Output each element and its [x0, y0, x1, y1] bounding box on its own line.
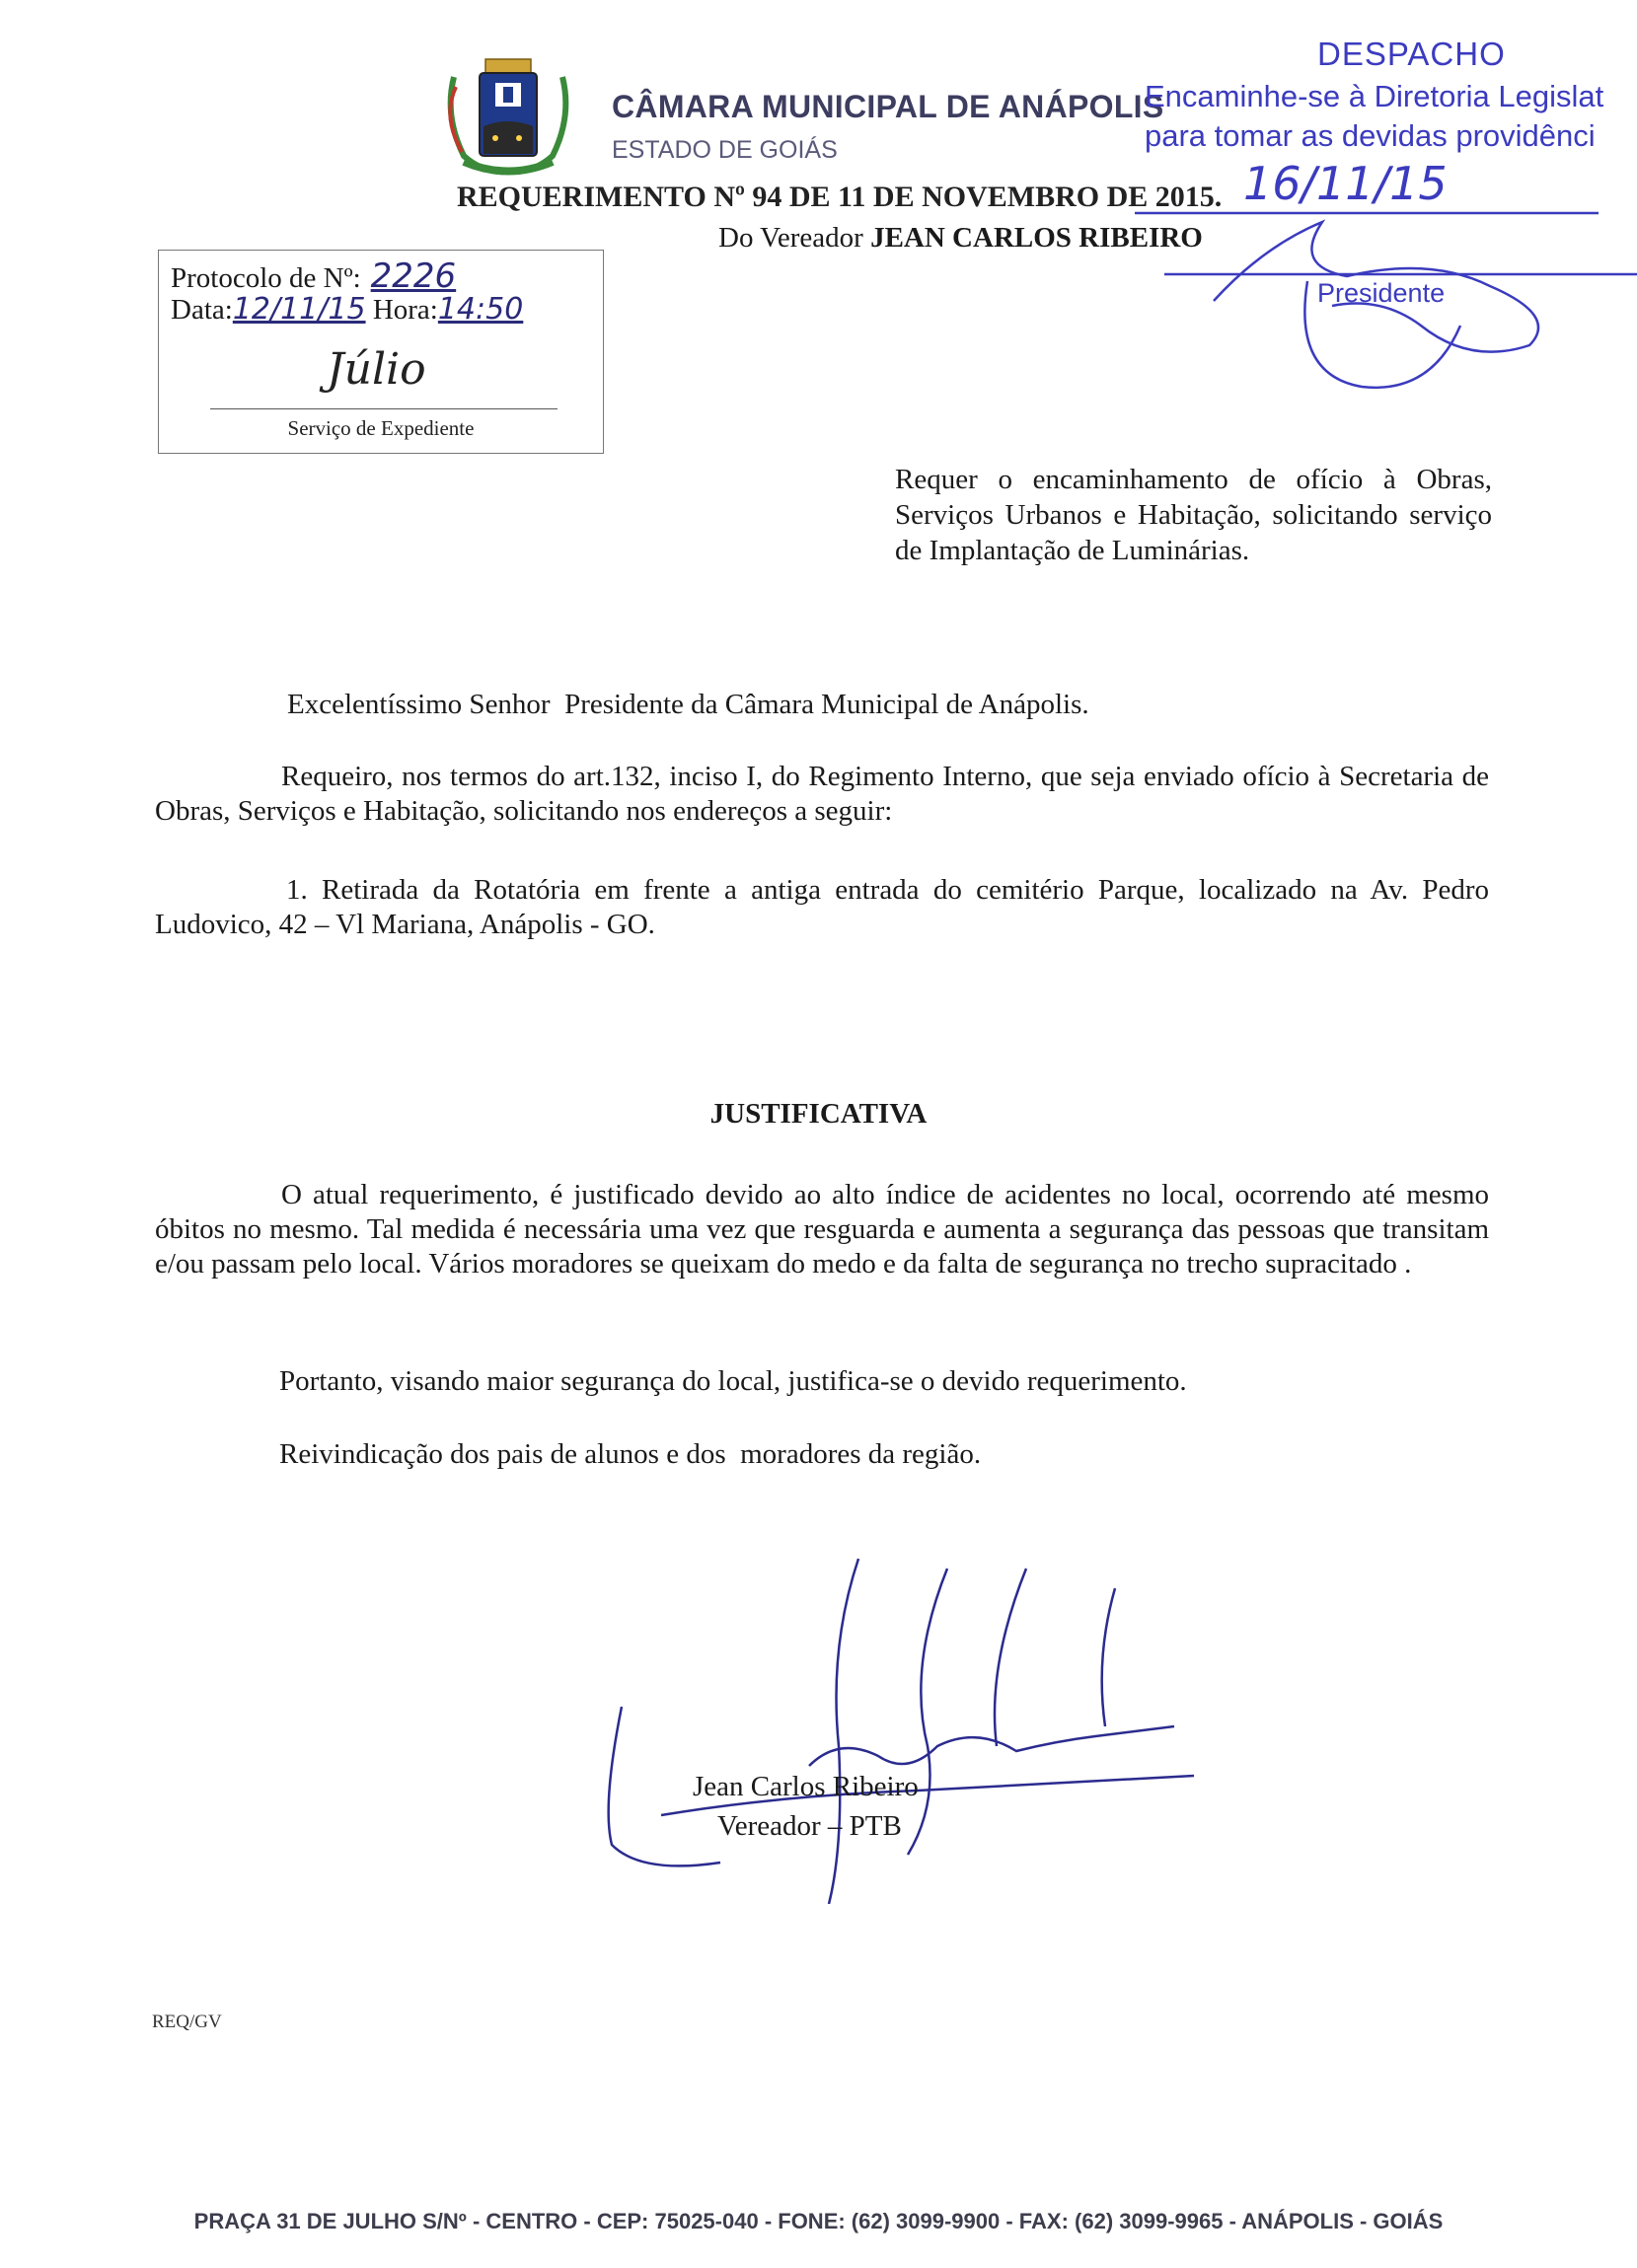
saudacao: Excelentíssimo Senhor Presidente da Câmara Municipal de Anápolis.: [287, 689, 1089, 720]
protocol-date-row: [171, 292, 523, 327]
camara-name: CÂMARA MUNICIPAL DE ANÁPOLIS: [612, 89, 1164, 124]
vereador-prefix: Do Vereador: [718, 222, 863, 254]
protocol-signature-rule: [210, 408, 558, 409]
reference-code: REQ/GV: [152, 2012, 222, 2032]
vereador-line: [718, 222, 1203, 255]
protocol-hora-label: Hora:: [372, 294, 438, 326]
justificativa-text: O atual requerimento, é justificado devido ao alto índice de acidentes no local, ocorrendo até mesmo óbitos no mesmo. Tal medida é necessária uma vez que resguarda e aumenta a segurança das pessoas que transitam e/ou passam pelo local. Vários moradores se queixam do medo e da falta de segurança no trecho supracitado .: [155, 1179, 1489, 1280]
protocol-date-label: Data:: [171, 294, 233, 326]
vereador-signature-scrawl: [582, 1549, 1233, 1904]
despacho-stamp-marks: [1135, 128, 1637, 414]
signature-name: Jean Carlos Ribeiro: [693, 1771, 919, 1802]
protocol-number-label: Protocolo de Nº:: [171, 262, 361, 294]
despacho-presidente-label: Presidente: [1317, 278, 1446, 308]
footer-address: PRAÇA 31 DE JULHO S/Nº - CENTRO - CEP: 75025-040 - FONE: (62) 3099-9900 - FAX: (62) 3099-9965 - ANÁPOLIS - GOIÁS: [193, 2209, 1444, 2233]
justificativa-title: JUSTIFICATIVA: [709, 1098, 928, 1130]
protocol-signature: Júlio: [327, 344, 426, 395]
despacho-title: DESPACHO: [1317, 36, 1506, 72]
municipal-crest-icon: [434, 57, 582, 176]
protocol-hora: 14:50: [437, 292, 524, 327]
list-item: [155, 873, 1489, 942]
protocol-number-row: [171, 256, 456, 296]
protocol-box: [158, 250, 604, 454]
signature-role: Vereador – PTB: [717, 1810, 902, 1842]
paragraph-requeiro: [155, 760, 1489, 829]
paragraph-portanto: Portanto, visando maior segurança do local, justifica-se o devido requerimento.: [279, 1365, 1187, 1397]
despacho-date: 16/11/15: [1243, 157, 1448, 210]
protocol-date: 12/11/15: [232, 292, 366, 327]
protocol-number: 2226: [370, 256, 457, 296]
despacho-line-2: para tomar as devidas providênci: [1145, 118, 1596, 153]
despacho-line-1: Encaminhe-se à Diretoria Legislat: [1145, 79, 1604, 113]
paragraph-reivindicacao: Reivindicação dos pais de alunos e dos moradores da região.: [279, 1438, 982, 1470]
vereador-name: JEAN CARLOS RIBEIRO: [870, 222, 1203, 254]
ementa: Requer o encaminhamento de ofício à Obras, Serviços Urbanos e Habitação, solicitando serviço de Implantação de Luminárias.: [895, 464, 1492, 566]
requerimento-title: REQUERIMENTO Nº 94 DE 11 DE NOVEMBRO DE 2015.: [457, 181, 1223, 213]
protocol-caption: Serviço de Expediente: [287, 416, 475, 440]
estado-label: ESTADO DE GOIÁS: [612, 136, 838, 164]
item-1-text: 1. Retirada da Rotatória em frente a antiga entrada do cemitério Parque, localizado na Av. Pedro Ludovico, 42 – Vl Mariana, Anápolis - GO.: [155, 874, 1489, 940]
paragraph-justificativa: [155, 1178, 1489, 1281]
requeiro-text: Requeiro, nos termos do art.132, inciso I, do Regimento Interno, que seja enviado ofício à Secretaria de Obras, Serviços e Habitação, solicitando nos endereços a seguir:: [155, 761, 1489, 827]
